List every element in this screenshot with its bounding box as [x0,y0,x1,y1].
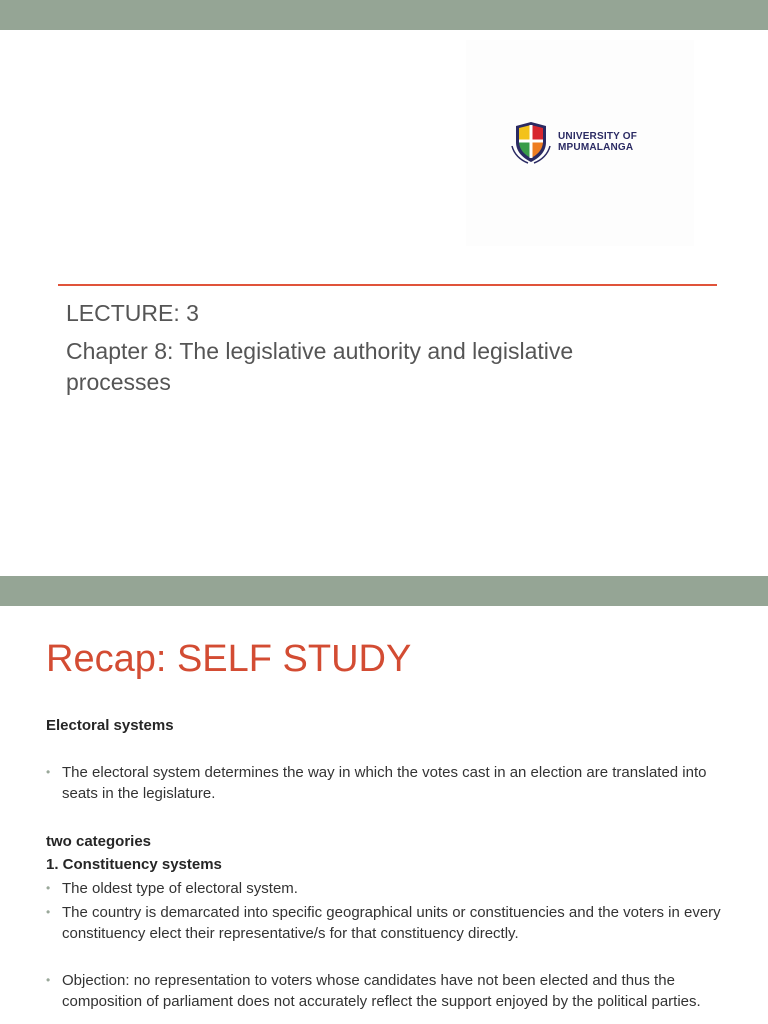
bullet-icon: • [46,973,51,987]
crest-icon [510,120,552,164]
bullet-text: The country is demarcated into specific geographical units or constituencies and the voters in every constituency elect their representative/s for that constituency directly. [62,904,721,942]
list-item [46,878,726,899]
slide-header-band [0,0,768,30]
logo-wordmark [558,131,637,153]
bullet-text: The electoral system determines the way in which the votes cast in an election are translated into seats in the legislature. [62,764,707,802]
bullet-icon: • [46,881,51,895]
bullet-icon: • [46,905,51,919]
logo-line-2: MPUMALANGA [558,142,634,153]
bullet-text: The oldest type of electoral system. [62,880,298,897]
chapter-title: Chapter 8: The legislative authority and legislative processes [66,338,574,395]
list-item [46,762,726,804]
subsection-heading: 1. Constituency systems [46,856,222,873]
logo-line-1: UNIVERSITY OF [558,131,638,142]
section-heading: Electoral systems [46,717,174,734]
bullet-text: Objection: no representation to voters whose candidates have not been elected and thus the composition of parliament does not accurately reflect the support enjoyed by the political parties. [62,972,701,1010]
title-divider [58,284,717,286]
recap-slide [0,576,768,1024]
categories-label: two categories [46,833,152,850]
slide-header-band [0,576,768,606]
lecture-number: LECTURE: 3 [66,300,199,326]
bullet-icon: • [46,765,51,779]
list-item [46,970,726,1012]
university-logo [510,118,670,166]
slide-title: Recap: SELF STUDY [46,638,412,680]
list-item [46,902,726,944]
